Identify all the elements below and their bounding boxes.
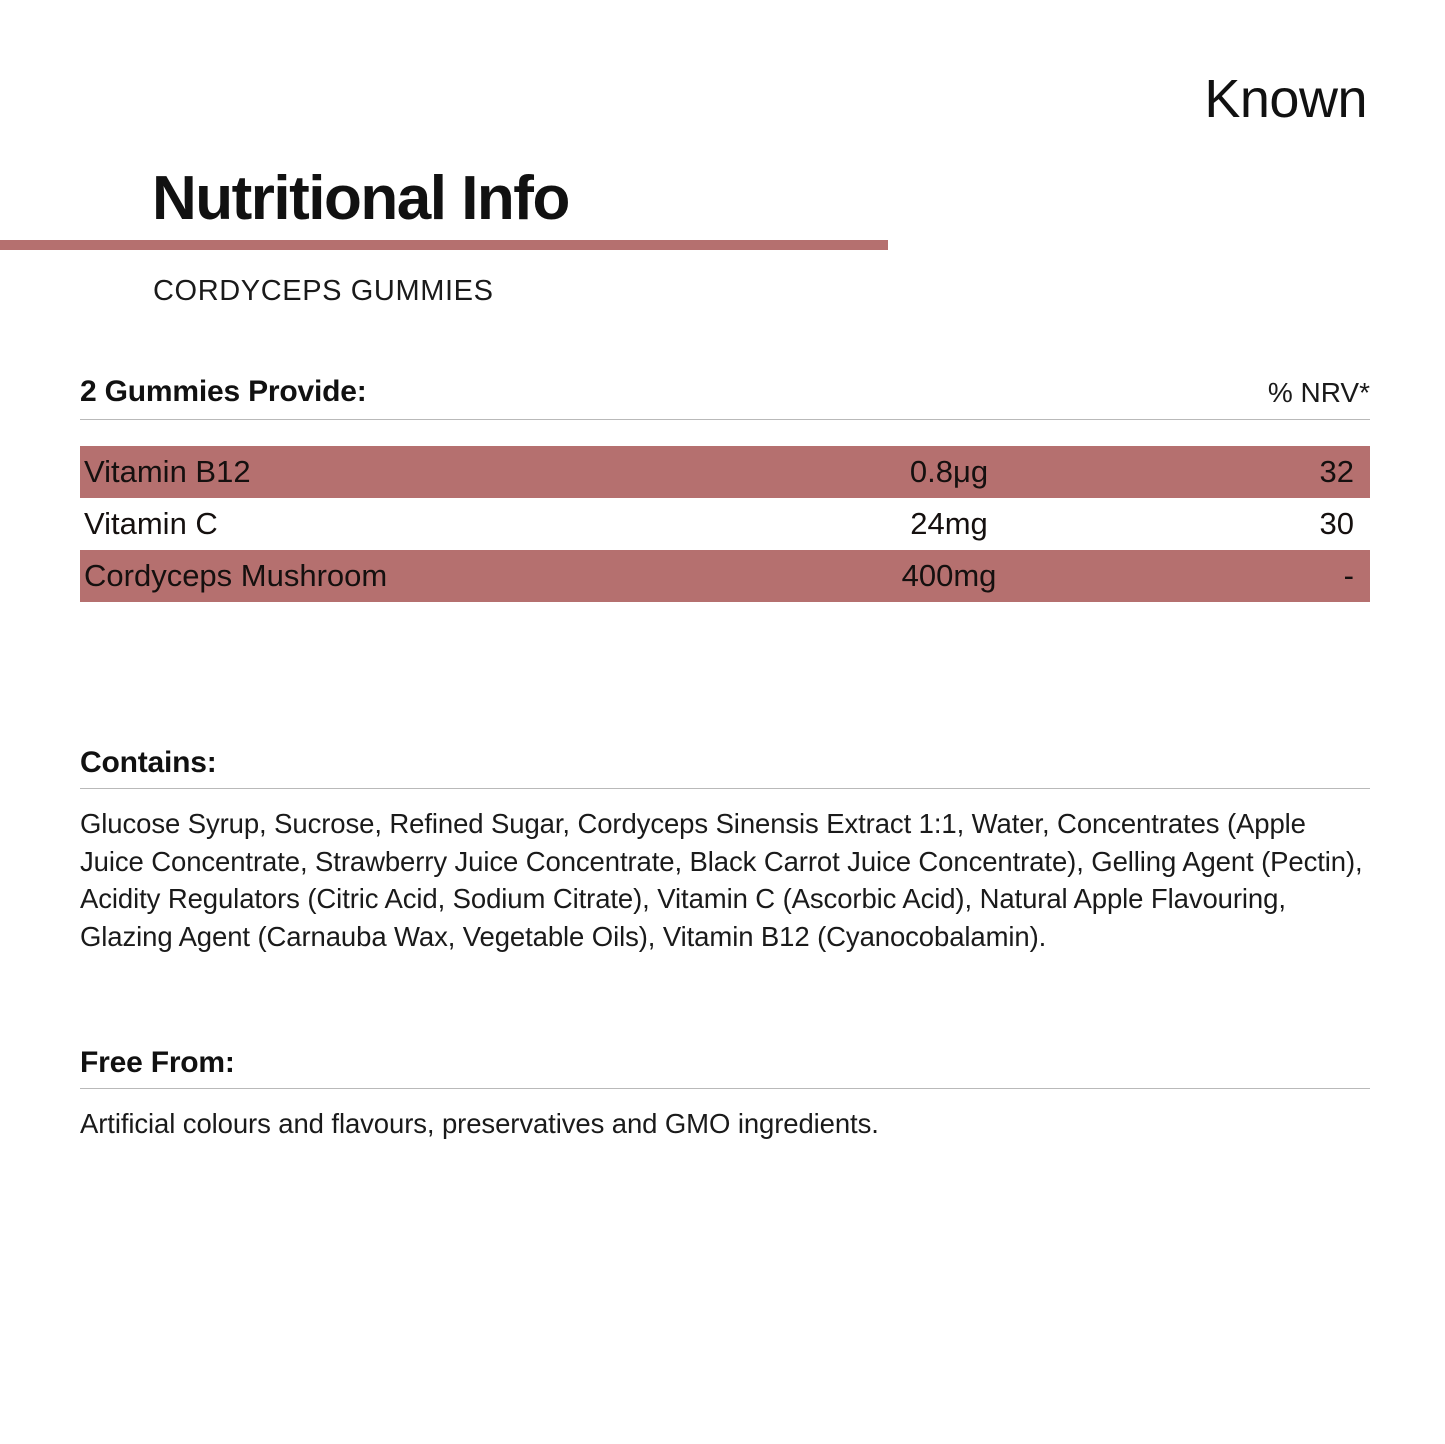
nutrient-nrv: - <box>1343 558 1354 593</box>
free-from-section <box>80 1046 1370 1143</box>
free-from-text: Artificial colours and flavours, preservatives and GMO ingredients. <box>80 1108 879 1139</box>
ingredients-text: Glucose Syrup, Sucrose, Refined Sugar, Cordyceps Sinensis Extract 1:1, Water, Concentrates (Apple Juice Concentrate, Strawberry Juice Concentrate, Black Carrot Juice Concentrate), Gelling Agent (Pectin), Acidity Regulators (Citric Acid, Sodium Citrate), Vitamin C (Ascorbic Acid), Natural Apple Flavouring, Glazing Agent (Carnauba Wax, Vegetable Oils), Vitamin B12 (Cyanocobalamin). <box>80 808 1363 953</box>
table-row <box>80 446 1370 498</box>
contains-section <box>80 746 1370 956</box>
contains-heading: Contains: <box>80 746 1370 789</box>
serving-size-header: 2 Gummies Provide: <box>80 375 367 408</box>
nutrient-amount: 0.8μg <box>909 454 989 489</box>
brand-logo-known: Known <box>1204 69 1367 129</box>
nutrient-name: Cordyceps Mushroom <box>84 558 388 593</box>
table-header-row <box>80 375 1370 420</box>
page-title: Nutritional Info <box>152 164 569 233</box>
product-name: CORDYCEPS GUMMIES <box>153 275 494 307</box>
nutrient-nrv: 32 <box>1319 454 1354 489</box>
nutrient-name: Vitamin C <box>84 506 218 541</box>
nutrient-amount: 400mg <box>901 558 997 593</box>
title-accent-rule <box>0 240 888 250</box>
nutrient-nrv: 30 <box>1319 506 1354 541</box>
nutrition-table <box>80 375 1370 602</box>
nrv-header: % NRV* <box>1267 377 1370 408</box>
table-row <box>80 550 1370 602</box>
free-from-heading: Free From: <box>80 1046 1370 1089</box>
table-row <box>80 498 1370 550</box>
table-body <box>80 446 1370 602</box>
nutrient-amount: 24mg <box>910 506 988 541</box>
nutrient-name: Vitamin B12 <box>84 454 251 489</box>
